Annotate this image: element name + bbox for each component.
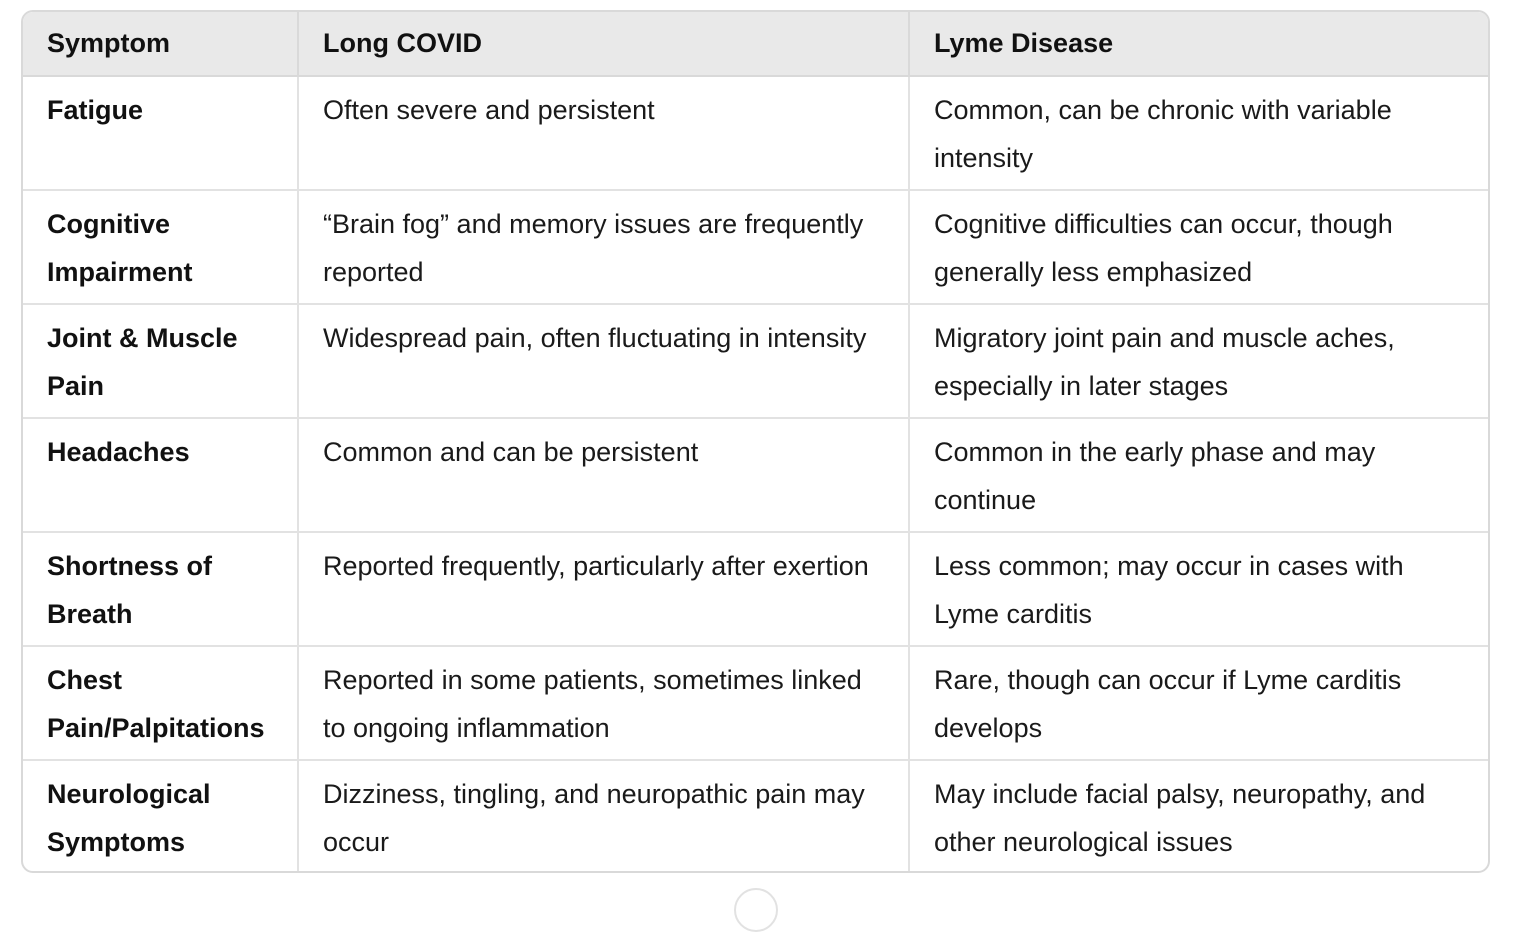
- long-covid-cell: Common and can be persistent: [298, 418, 909, 532]
- lyme-cell: Migratory joint pain and muscle aches, especially in later stages: [909, 304, 1488, 418]
- lyme-cell: Common, can be chronic with variable intensity: [909, 76, 1488, 190]
- table-row: [23, 76, 1488, 190]
- header-lyme-disease: Lyme Disease: [909, 12, 1488, 76]
- scroll-down-button[interactable]: [734, 888, 778, 932]
- long-covid-cell: Reported frequently, particularly after exertion: [298, 532, 909, 646]
- long-covid-cell: “Brain fog” and memory issues are frequently reported: [298, 190, 909, 304]
- table-row: [23, 760, 1488, 873]
- symptom-cell: Fatigue: [23, 76, 298, 190]
- lyme-cell: May include facial palsy, neuropathy, and other neurological issues: [934, 779, 1426, 857]
- lyme-cell: Less common; may occur in cases with Lyme carditis: [909, 532, 1488, 646]
- long-covid-cell: Often severe and persistent: [298, 76, 909, 190]
- symptom-cell: Chest Pain/Palpitations: [23, 646, 298, 760]
- symptom-cell: Headaches: [23, 418, 298, 532]
- comparison-table: [23, 12, 1488, 873]
- table-row: [23, 418, 1488, 532]
- lyme-cell: Rare, though can occur if Lyme carditis develops: [909, 646, 1488, 760]
- header-symptom: Symptom: [23, 12, 298, 76]
- symptom-cell: Cognitive Impairment: [23, 190, 298, 304]
- table-row: [23, 646, 1488, 760]
- symptom-cell: Joint & Muscle Pain: [23, 304, 298, 418]
- lyme-cell: Common in the early phase and may continue: [909, 418, 1488, 532]
- table-row: [23, 304, 1488, 418]
- long-covid-cell: Dizziness, tingling, and neuropathic pain may occur: [298, 760, 909, 873]
- long-covid-cell: Widespread pain, often fluctuating in intensity: [298, 304, 909, 418]
- lyme-cell: Cognitive difficulties can occur, though generally less emphasized: [909, 190, 1488, 304]
- long-covid-cell: Reported in some patients, sometimes linked to ongoing inflammation: [298, 646, 909, 760]
- symptom-cell: Shortness of Breath: [23, 532, 298, 646]
- comparison-table-container: [21, 10, 1490, 873]
- table-header-row: [23, 12, 1488, 76]
- header-long-covid: Long COVID: [298, 12, 909, 76]
- symptom-cell: Neurological Symptoms: [23, 760, 298, 873]
- table-row: [23, 532, 1488, 646]
- table-row: [23, 190, 1488, 304]
